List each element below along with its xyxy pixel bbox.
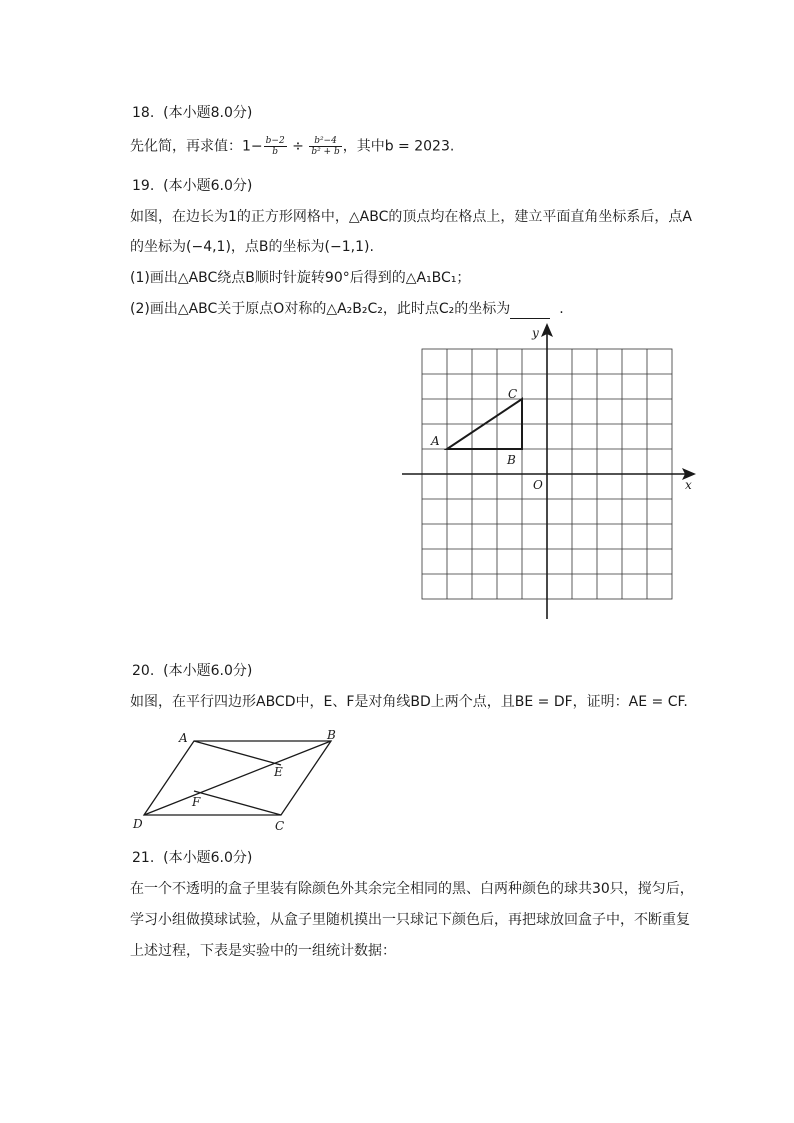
q21-header bbox=[132, 848, 252, 868]
q18-prefix: 先化简，再求值：1− bbox=[130, 138, 263, 155]
q19-number: 19. bbox=[132, 178, 155, 194]
q18-number: 18. bbox=[132, 105, 155, 121]
label-origin: O bbox=[533, 478, 543, 492]
q18-frac1-numerator: b−2 bbox=[265, 136, 285, 146]
q19-part-1: (1)画出△ABC绕点B顺时针旋转90°后得到的△A₁BC₁； bbox=[130, 270, 471, 286]
q21-line-1: 在一个不透明的盒子里装有除颜色外其余完全相同的黑、白两种颜色的球共30只，搅匀后， bbox=[130, 881, 694, 897]
q18-fraction-1 bbox=[264, 136, 287, 157]
q18-frac2-denominator: b² + b bbox=[311, 147, 340, 157]
label-b: B bbox=[507, 453, 516, 467]
q19-line-1: 如图，在边长为1的正方形网格中，△ABC的顶点均在格点上，建立平面直角坐标系后，点A bbox=[130, 209, 692, 225]
label-x-axis: x bbox=[685, 478, 692, 492]
q18-header bbox=[132, 103, 252, 123]
q18-score: (本小题8.0分) bbox=[163, 105, 253, 121]
answer-blank[interactable] bbox=[510, 304, 550, 319]
label-b: B bbox=[327, 728, 336, 742]
parallelogram-figure bbox=[128, 724, 344, 834]
label-f: F bbox=[192, 795, 201, 809]
q20-number: 20. bbox=[132, 663, 155, 679]
diagonal-bd bbox=[144, 741, 331, 815]
q21-line-3: 上述过程，下表是实验中的一组统计数据： bbox=[130, 943, 396, 959]
q20-header bbox=[132, 661, 252, 681]
label-c: C bbox=[508, 387, 518, 401]
q21-number: 21. bbox=[132, 850, 155, 866]
label-a: A bbox=[179, 731, 188, 745]
q18-divide-sign: ÷ bbox=[292, 138, 304, 155]
q19-part-2-text: (2)画出△ABC关于原点O对称的△A₂B₂C₂，此时点C₂的坐标为 bbox=[130, 301, 511, 317]
q19-score: (本小题6.0分) bbox=[163, 178, 253, 194]
q21-line-2: 学习小组做摸球试验，从盒子里随机摸出一只球记下颜色后，再把球放回盒子中，不断重复 bbox=[130, 912, 690, 928]
label-y-axis: y bbox=[532, 326, 539, 340]
segment-cf bbox=[194, 791, 281, 815]
label-a: A bbox=[431, 434, 440, 448]
q18-fraction-2 bbox=[309, 136, 341, 157]
q21-score: (本小题6.0分) bbox=[163, 850, 253, 866]
coordinate-grid-figure bbox=[398, 322, 700, 622]
label-e: E bbox=[274, 765, 283, 779]
q18-suffix: ，其中b = 2023. bbox=[342, 138, 455, 155]
q19-header bbox=[132, 176, 252, 196]
label-d: D bbox=[133, 817, 143, 831]
q19-part-2-end: . bbox=[559, 301, 564, 317]
q19-part-2 bbox=[130, 299, 564, 319]
q18-frac1-denominator: b bbox=[272, 147, 279, 157]
q18-frac2-numerator: b²−4 bbox=[309, 136, 341, 147]
q19-line-2: 的坐标为(−4,1)，点B的坐标为(−1,1). bbox=[130, 239, 374, 255]
segment-ae bbox=[194, 741, 281, 765]
q20-score: (本小题6.0分) bbox=[163, 663, 253, 679]
label-c: C bbox=[275, 819, 285, 833]
q20-line-1: 如图，在平行四边形ABCD中，E、F是对角线BD上两个点，且BE = DF，证明：AE = CF. bbox=[130, 694, 688, 710]
q18-expression bbox=[130, 136, 454, 157]
